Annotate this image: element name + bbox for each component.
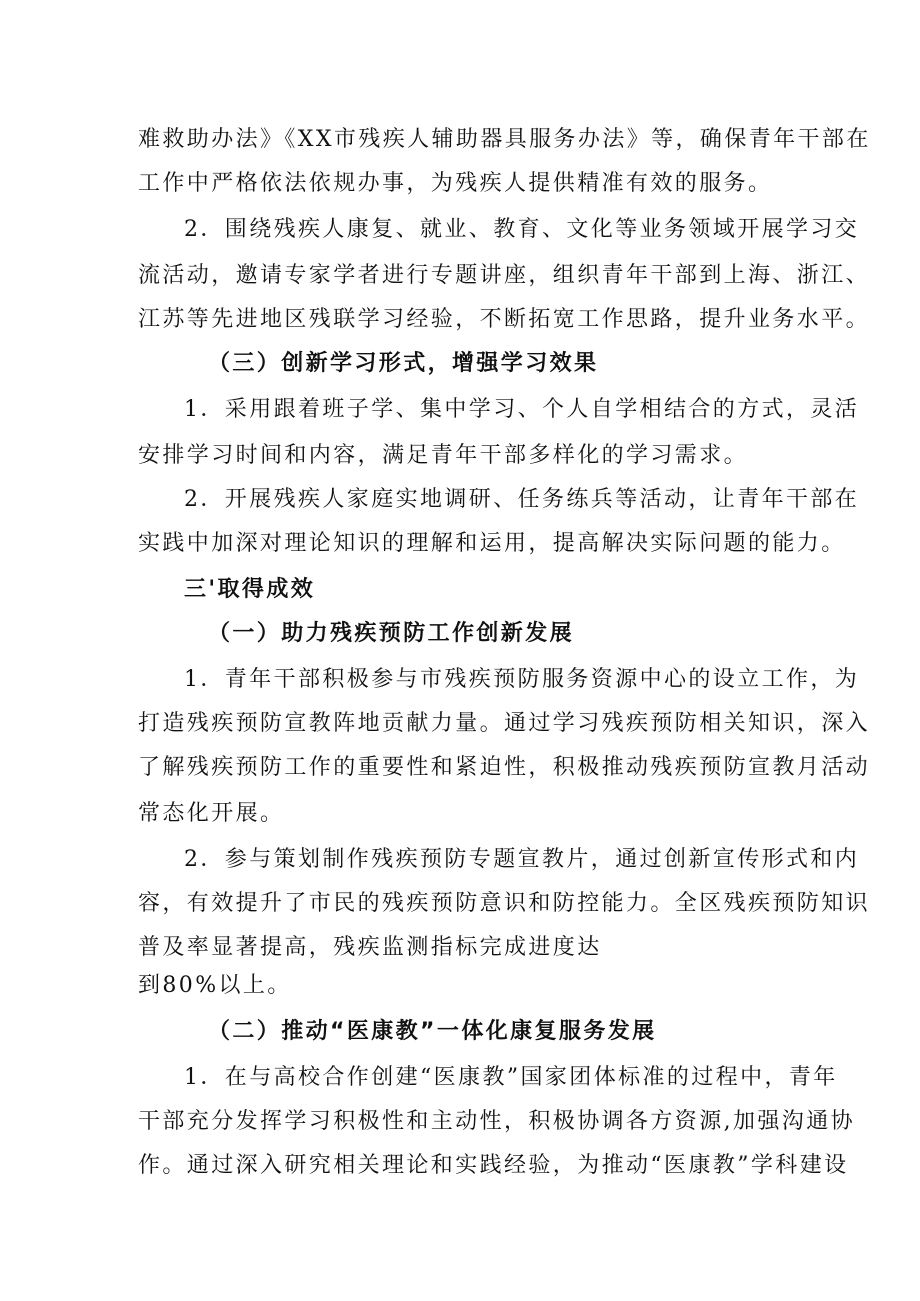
paragraph-line: 实践中加深对理论知识的理解和运用，提高解决实际问题的能力。 xyxy=(138,531,846,556)
paragraph-line: 难救助办法》《XX市残疾人辅助器具服务办法》等，确保青年干部在 xyxy=(138,127,871,152)
paragraph-line: 工作中严格依法依规办事，为残疾人提供精准有效的服务。 xyxy=(138,171,773,196)
chapter-heading: 三'取得成效 xyxy=(184,577,316,602)
paragraph-line: 江苏等先进地区残联学习经验，不断拓宽工作思路，提升业务水平。 xyxy=(138,307,871,332)
paragraph-line: 作。通过深入研究相关理论和实践经验，为推动“医康教”学科建设 xyxy=(138,1153,849,1178)
section-heading: （一）助力残疾预防工作创新发展 xyxy=(208,621,575,646)
section-heading: （三）创新学习形式，增强学习效果 xyxy=(208,351,599,376)
paragraph-line: 了解残疾预防工作的重要性和紧迫性，积极推动残疾预防宣教月活动 xyxy=(138,755,871,780)
paragraph-line: 1．在与高校合作创建“医康教”国家团体标准的过程中，青年 xyxy=(184,1065,838,1090)
paragraph-line: 1．青年干部积极参与市残疾预防服务资源中心的设立工作，为 xyxy=(184,667,860,692)
paragraph-line: 安排学习时间和内容，满足青年干部多样化的学习需求。 xyxy=(138,443,749,468)
paragraph-line: 干部充分发挥学习积极性和主动性，积极协调各方资源,加强沟通协 xyxy=(138,1109,855,1134)
paragraph-line: 到80%以上。 xyxy=(138,973,292,998)
paragraph-line: 2．开展残疾人家庭实地调研、任务练兵等活动，让青年干部在 xyxy=(184,487,860,512)
paragraph-line: 普及率显著提高，残疾监测指标完成进度达 xyxy=(138,935,602,960)
paragraph-line: 流活动，邀请专家学者进行专题讲座，组织青年干部到上海、浙江、 xyxy=(138,263,871,288)
paragraph-line: 容，有效提升了市民的残疾预防意识和防控能力。全区残疾预防知识 xyxy=(138,891,871,916)
paragraph-line: 打造残疾预防宣教阵地贡献力量。通过学习残疾预防相关知识，深入 xyxy=(138,711,871,736)
paragraph-line: 1．采用跟着班子学、集中学习、个人自学相结合的方式，灵活 xyxy=(184,397,860,422)
section-heading: （二）推动“医康教”一体化康复服务发展 xyxy=(208,1019,657,1044)
paragraph-line: 2．围绕残疾人康复、就业、教育、文化等业务领域开展学习交 xyxy=(184,217,860,242)
paragraph-line: 2．参与策划制作残疾预防专题宣教片，通过创新宣传形式和内 xyxy=(184,847,860,872)
paragraph-line: 常态化开展。 xyxy=(138,801,285,826)
